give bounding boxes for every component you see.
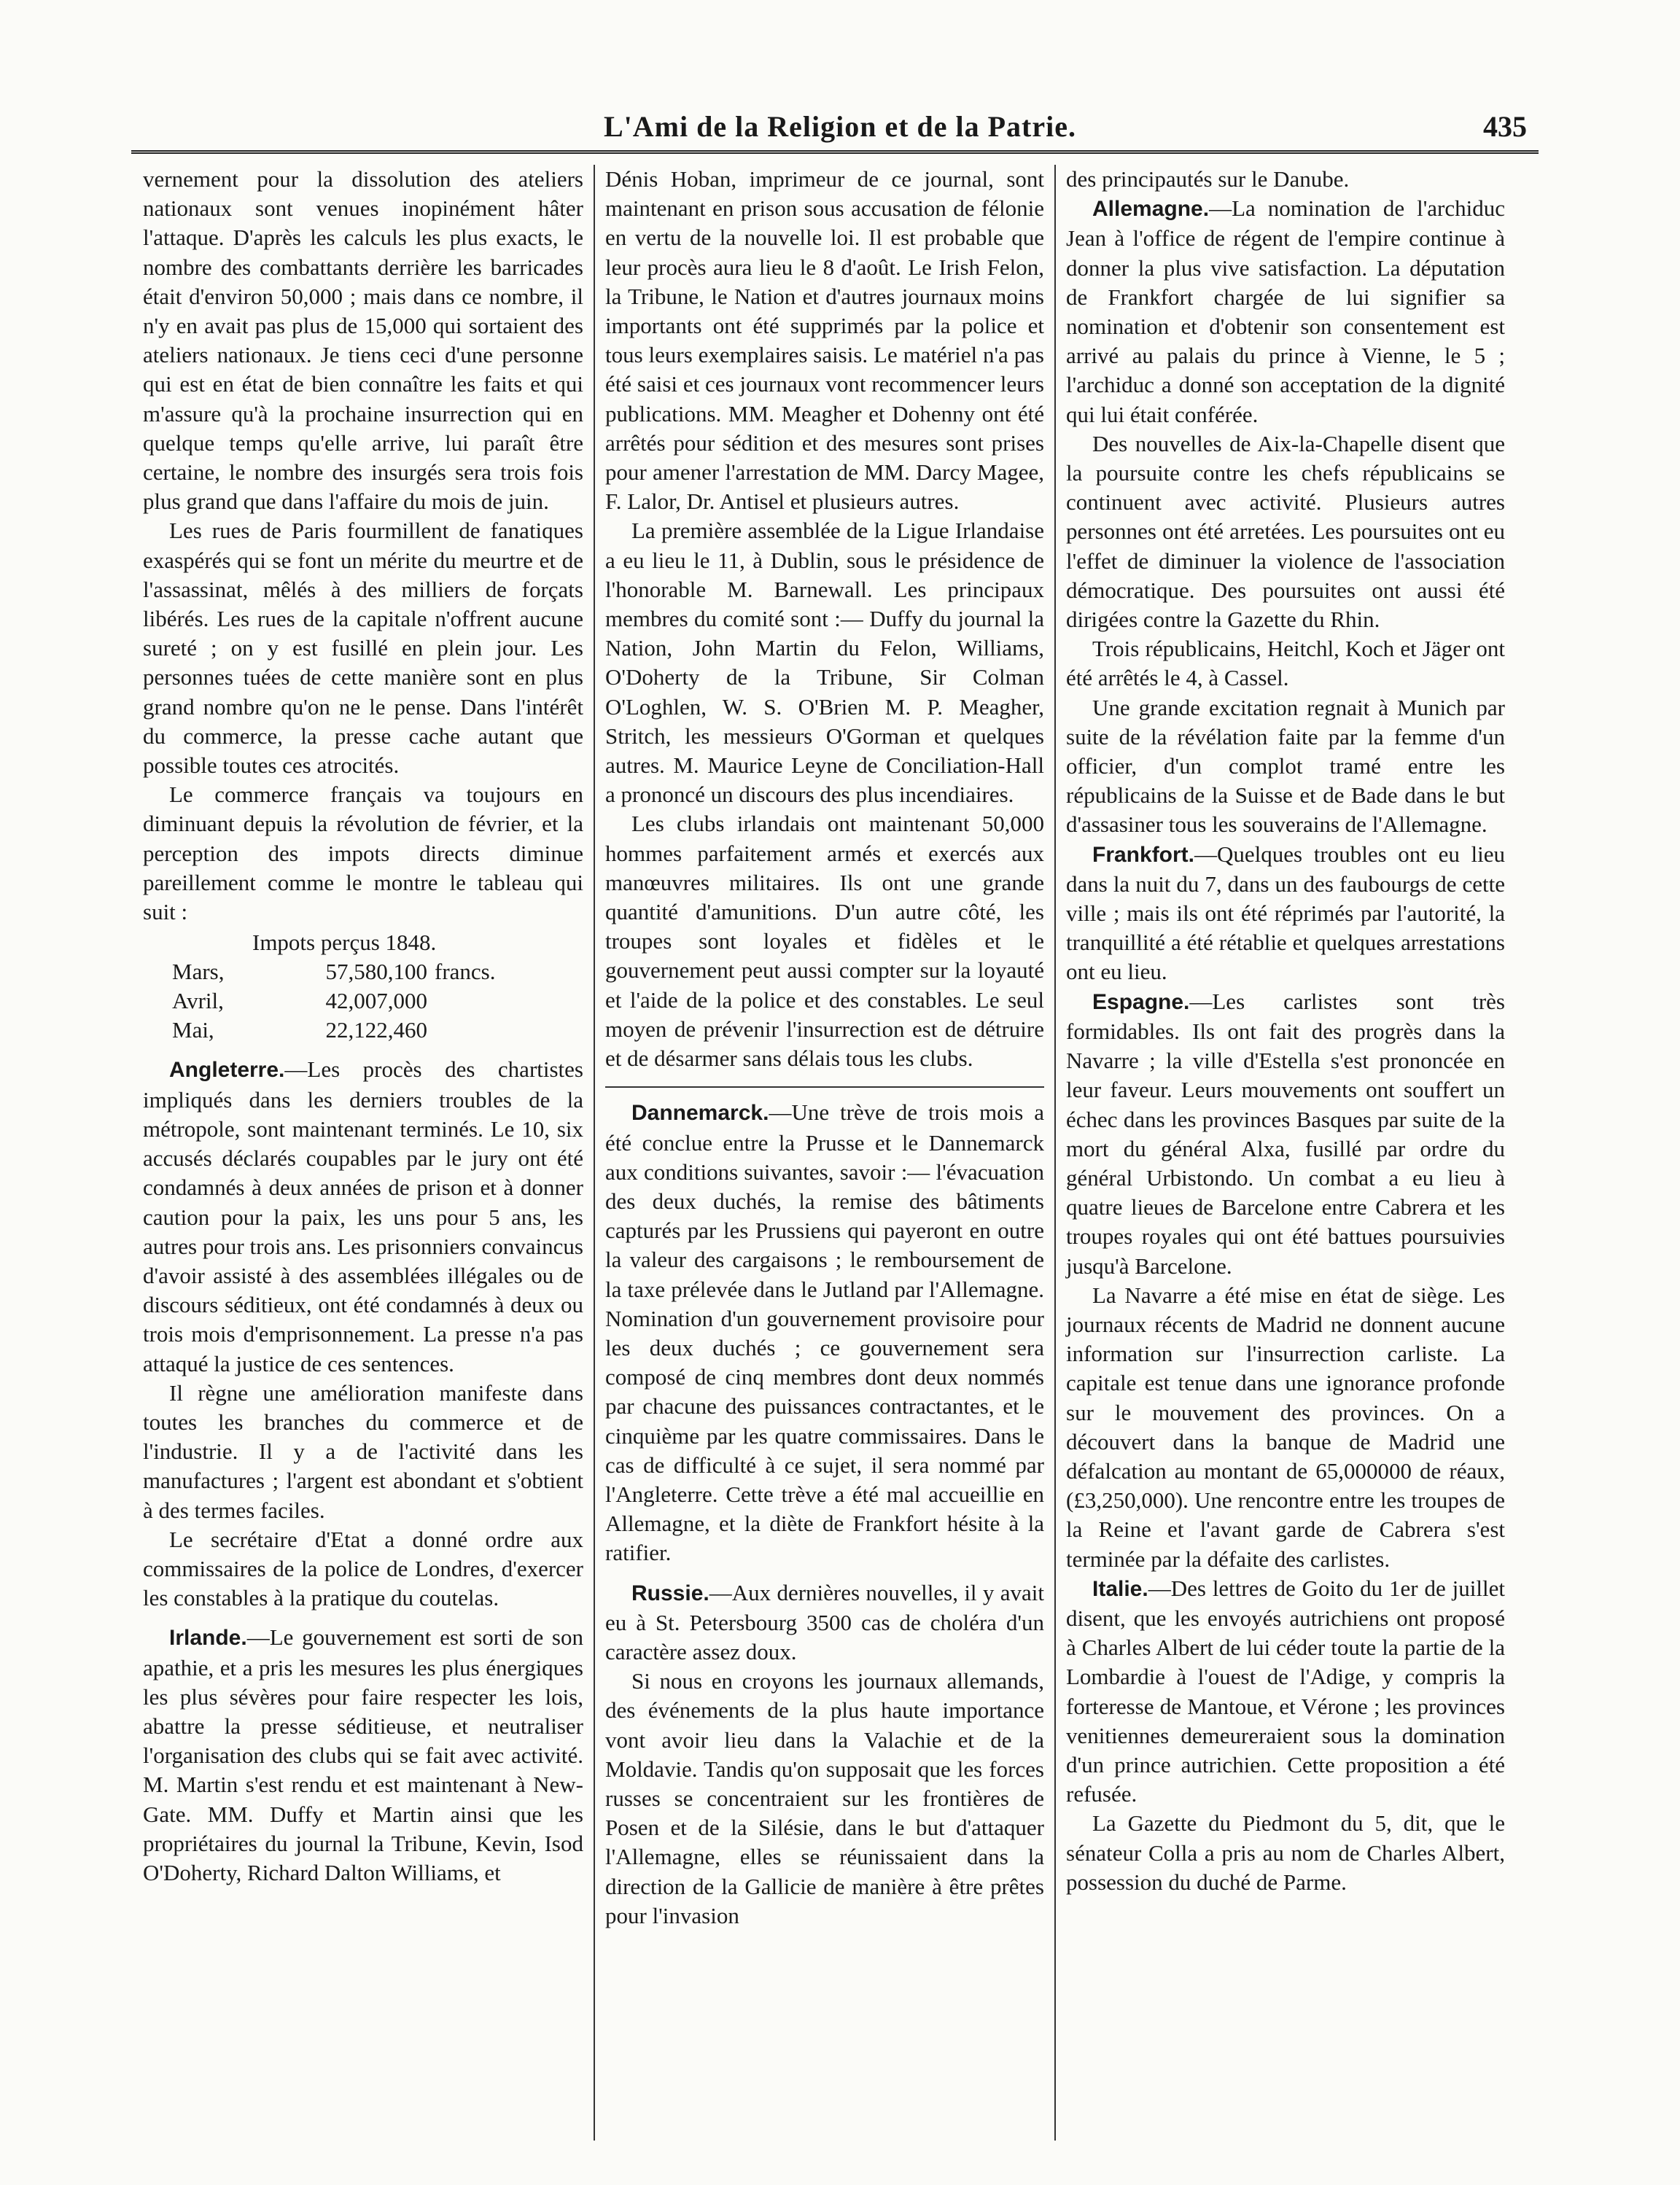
- paragraph: Trois républicains, Heitchl, Koch et Jäger ont été arrêtés le 4, à Cassel.: [1066, 636, 1505, 691]
- tax-unit: [427, 1016, 435, 1045]
- paragraph: Les rues de Paris fourmillent de fanatiques exaspérés qui se font un mérite du meurtre et de l'assassinat, mêlés à des milliers de forçats libérés. Les rues de la capitale n'offrent aucune sureté ; on y est fusillé en plein jour. Les personnes tuées de cette manière sont en plus grand nombre qu'on ne le pense. Dans l'intérêt du commerce, la presse cache autant que possible toutes ces atrocités.: [143, 518, 583, 779]
- section-text: —Aux dernières nouvelles, il y avait eu à St. Petersbourg 3500 cas de choléra d'un caractère assez doux.: [605, 1579, 1044, 1664]
- paragraph-angleterre: [143, 1055, 583, 1378]
- section-title-allemagne: Allemagne.: [1092, 197, 1210, 222]
- section-title-angleterre: Angleterre.: [169, 1058, 285, 1083]
- paragraph-espagne: [1066, 987, 1505, 1281]
- paragraph: Dénis Hoban, imprimeur de ce journal, sont maintenant en prison sous accusation de félonie en vertu de la nouvelle loi. Il est probable que leur procès aura lieu le 8 d'août. Le Irish Felon, la Tribune, le Nation et d'autres journaux moins importants ont été supprimés par la police et tous leurs exemplaires saisis. Le matériel n'a pas été saisi et ces journaux vont recommencer leurs publications. MM. Meagher et Dohenny ont été arrêtés pour sédition et des mesures sont prises pour amener l'arrestation de MM. Darcy Magee, F. Lalor, Dr. Antisel et plusieurs autres.: [605, 166, 1044, 515]
- paragraph: La première assemblée de la Ligue Irlandaise a eu lieu le 11, à Dublin, sous le présidence de l'honorable M. Barnewall. Les principaux membres du comité sont :— Duffy du journal la Nation, John Martin du Felon, Williams, O'Doherty de la Tribune, Sir Colman O'Loghlen, W. S. O'Brien M. P. Meagher, Stritch, les messieurs O'Gorman et quelques autres. M. Maurice Leyne de Conciliation-Hall a prononcé un discours des plus incendiaires.: [605, 518, 1044, 808]
- tax-table-row: [143, 986, 583, 1016]
- tax-unit: [427, 986, 435, 1016]
- paragraph: Il règne une amélioration manifeste dans toutes les branches du commerce et de l'industrie. Il y a de l'activité dans les manufactures ; l'argent est abondant et s'obtient à des termes faciles.: [143, 1379, 583, 1523]
- tax-table-heading: Impots perçus 1848.: [252, 930, 437, 956]
- section-text: —La nomination de l'archiduc Jean à l'office de régent de l'empire continue à donner la plus vive satisfaction. La députation de Frankfort chargée de lui signifier sa nomination et d'obtenir son consentement est arrivé au palais du prince à Vienne, le 5 ; l'archiduc a donné son acceptation de la dignité qui lui était conférée.: [1066, 195, 1505, 427]
- tax-value: 22,122,460: [325, 1017, 427, 1043]
- tax-value: 42,007,000: [325, 988, 427, 1014]
- column-3: [1054, 165, 1515, 2141]
- paragraph: Le commerce français va toujours en diminuant depuis la révolution de février, et la perception des impots directs diminue pareillement comme le montre le tableau qui suit :: [143, 782, 583, 925]
- tax-table-row: [143, 1016, 583, 1045]
- section-title-russie: Russie.: [631, 1581, 709, 1605]
- tax-unit: francs.: [435, 959, 496, 985]
- paragraph-allemagne: [1066, 194, 1505, 429]
- section-text: —Les carlistes sont très formidables. Ils ont fait des progrès dans la Navarre ; la ville d'Estella s'est prononcée en leur faveur. Leurs mouvements ont souffert un échec dans les provinces Basques par suite de la mort du général Alxa, fusillé par ordre du général Urbistondo. Un combat a eu lieu à quatre lieues de Barcelone entre Cabrera et les troupes royales qui ont été battues poursuivies jusqu'à Barcelone.: [1066, 988, 1505, 1279]
- section-title-italie: Italie.: [1092, 1576, 1148, 1601]
- paragraph: La Navarre a été mise en état de siège. Les journaux récents de Madrid ne donnent aucune information sur l'insurrection carliste. La capitale est tenue dans une ignorance profonde sur le mouvement des provinces. On a découvert dans la banque de Madrid une défalcation au montant de 65,000000 de réaux, (£3,250,000). Une rencontre entre les troupes de la Reine et l'avant garde de Cabrera s'est terminée par la défaite des carlistes.: [1066, 1282, 1505, 1572]
- paragraph-frankfort: [1066, 840, 1505, 987]
- paragraph: Le secrétaire d'Etat a donné ordre aux commissaires de la police de Londres, d'exercer les constables à la pratique du coutelas.: [143, 1526, 583, 1611]
- paragraph: Les clubs irlandais ont maintenant 50,000 hommes parfaitement armés et exercés aux manœuvres militaires. Ils ont une grande quantité d'amunitions. D'un autre côté, les troupes sont loyales et fidèles et le gouvernement peut aussi compter sur la loyauté et l'aide de la police et des constables. Le seul moyen de prévenir l'insurrection est de détruire et de désarmer sans délais tous les clubs.: [605, 811, 1044, 1072]
- paragraph-italie: [1066, 1574, 1505, 1810]
- paragraph-dannemarck: [605, 1098, 1044, 1567]
- section-title-irlande: Irlande.: [169, 1626, 247, 1651]
- header-rule: [131, 150, 1539, 154]
- tax-month: Avril,: [172, 988, 224, 1014]
- section-text: —Quelques troubles ont eu lieu dans la nuit du 7, dans un des faubourgs de cette ville ; mais ils ont été réprimés par l'autorité, la tranquillité a été rétablie et quelques arrestations ont eu lieu.: [1066, 841, 1505, 985]
- section-title-frankfort: Frankfort.: [1092, 842, 1195, 867]
- section-text: —Le gouvernement est sorti de son apathie, et a pris les mesures les plus énergiques les plus sévères pour faire respecter les lois, abattre la presse séditieuse, et neutraliser l'organisation des clubs qui se fait avec activité. M. Martin s'est rendu et est maintenant à New-Gate. MM. Duffy et Martin ainsi que les propriétaires du journal la Tribune, Kevin, Isod O'Doherty, Richard Dalton Williams, et: [143, 1624, 583, 1885]
- paragraph: des principautés sur le Danube.: [1066, 166, 1350, 192]
- section-text: —Les procès des chartistes impliqués dans les derniers troubles de la métropole, sont maintenant terminés. Le 10, six accusés déclarés coupables par le jury ont été condamnés à deux années de prison et à donner caution pour la paix, les uns pour 5 ans, les autres pour trois ans. Les prisonniers convaincus d'avoir assisté à des assemblées illégales ou de discours séditieux, ont été condamnés à deux ou trois mois d'emprisonnement. La presse n'a pas attaqué la justice de ces sentences.: [143, 1056, 583, 1376]
- paragraph: Des nouvelles de Aix-la-Chapelle disent que la poursuite contre les chefs républicains se continuent avec activité. Plusieurs autres personnes ont été arretées. Les poursuites ont eu l'effet de diminuer la violence de l'association démocratique. Des poursuites ont aussi été dirigées contre la Gazette du Rhin.: [1066, 430, 1505, 633]
- section-text: —Une trève de trois mois a été conclue entre la Prusse et le Dannemarck aux conditions suivantes, savoir :— l'évacuation des deux duchés, la remise des bâtiments capturés par les Prussiens qui payeront en outre la valeur des cargaisons ; le remboursement de la taxe prélevée dans le Jutland par l'Allemagne. Nomination d'un gouvernement provisoire pour les deux duchés ; ce gouvernement sera composé de cinq membres dont deux nommés par chacune des puissances contractantes, et le cinquième par les quatre commissaires. Dans le cas de difficulté à ce sujet, il sera nommé par l'Angleterre. Cette trève a été mal accueillie en Allemagne, et la diète de Frankfort hésite à la ratifier.: [605, 1099, 1044, 1566]
- paragraph: Si nous en croyons les journaux allemands, des événements de la plus haute importance vont avoir lieu dans la Valachie et de la Moldavie. Tandis qu'on supposait que les forces russes se concentraient sur les frontières de Posen et de la Silésie, dans le but d'attaquer l'Allemagne, elles se réunissaient dans la direction de la Gallicie de manière à être prêtes pour l'invasion: [605, 1668, 1044, 1928]
- section-text: —Des lettres de Goito du 1er de juillet disent, que les envoyés autrichiens ont proposé à Charles Albert de lui céder toute la partie de la Lombardie à l'ouest de l'Adige, y compris la forteresse de Mantoue, et Vérone ; les provinces venitiennes demeureraient sous la domination d'un prince autrichien. Cette proposition a été refusée.: [1066, 1575, 1505, 1807]
- running-title: L'Ami de la Religion et de la Patrie.: [603, 110, 1076, 143]
- paragraph: La Gazette du Piedmont du 5, dit, que le sénateur Colla a pris au nom de Charles Albert, possession du duché de Parme.: [1066, 1810, 1505, 1895]
- columns: [133, 165, 1515, 2141]
- section-title-dannemarck: Dannemarck.: [631, 1101, 769, 1126]
- paragraph-russie: [605, 1578, 1044, 1667]
- section-title-espagne: Espagne.: [1092, 989, 1190, 1014]
- column-divider: [605, 1086, 1044, 1088]
- tax-month: Mai,: [172, 1017, 214, 1043]
- column-2: [594, 165, 1054, 2141]
- tax-table-row: [143, 957, 583, 986]
- tax-month: Mars,: [172, 959, 225, 985]
- paragraph: vernement pour la dissolution des ateliers nationaux sont venues inopinément hâter l'attaque. D'après les calculs les plus exacts, le nombre des combattants derrière les barricades était d'environ 50,000 ; mais dans ce nombre, il n'y en avait pas plus de 15,000 qui sortaient des ateliers nationaux. Je tiens ceci d'une personne qui est en état de bien connaître les faits et qui m'assure qu'à la prochaine insurrection qui en quelque temps qu'elle arrive, lui paraît être certaine, le nombre des insurgés sera trois fois plus grand que dans l'affaire du mois de juin.: [143, 166, 583, 515]
- column-1: [133, 165, 594, 2141]
- paragraph: Une grande excitation regnait à Munich par suite de la révélation faite par la femme d'un officier, d'un complot tramé entre les républicains de la Suisse et de Bade dans le but d'assasiner tous les souverains de l'Allemagne.: [1066, 694, 1505, 838]
- tax-value: 57,580,100: [325, 959, 427, 985]
- page-number: 435: [1483, 110, 1527, 143]
- paragraph-irlande: [143, 1623, 583, 1888]
